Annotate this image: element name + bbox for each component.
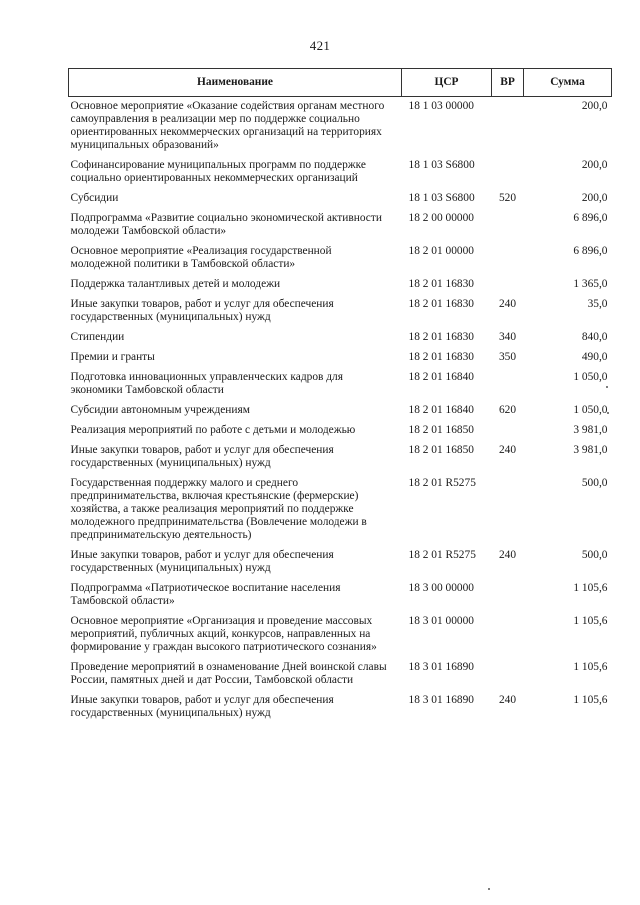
row-vr: 240 <box>498 694 517 706</box>
header-csr: ЦСР <box>402 69 492 97</box>
row-name: Подпрограмма «Патриотическое воспитание населения Тамбовской области» <box>70 582 341 607</box>
row-name: Иные закупки товаров, работ и услуг для обеспечения государственных (муниципальных) нужд <box>70 694 334 719</box>
header-vr: ВР <box>492 69 524 97</box>
row-sum: 6 896,0 <box>573 212 608 224</box>
row-csr: 18 3 01 00000 <box>408 615 474 627</box>
row-sum: 200,0 <box>581 100 608 112</box>
row-sum: 1 105,6 <box>573 582 608 594</box>
table-row <box>69 475 612 547</box>
row-csr: 18 1 03 S6800 <box>408 159 475 171</box>
row-csr: 18 3 00 00000 <box>408 582 474 594</box>
row-sum: 6 896,0 <box>573 245 608 257</box>
table-header-row <box>69 69 612 97</box>
row-csr: 18 2 00 00000 <box>408 212 474 224</box>
row-vr <box>492 422 524 442</box>
row-sum: 1 050,0 <box>573 404 608 416</box>
row-vr: 520 <box>498 192 517 204</box>
row-sum: 500,0 <box>581 477 608 489</box>
row-sum: 1 050,0 <box>573 371 608 383</box>
row-vr <box>492 475 524 547</box>
row-csr: 18 2 01 16830 <box>408 331 474 343</box>
table-row <box>69 580 612 613</box>
row-sum: 200,0 <box>581 192 608 204</box>
row-csr: 18 2 01 16850 <box>408 424 474 436</box>
row-csr: 18 3 01 16890 <box>408 661 474 673</box>
table-row <box>69 659 612 692</box>
row-csr: 18 2 01 00000 <box>408 245 474 257</box>
row-name: Основное мероприятие «Организация и проведение массовых мероприятий, публичных акций, конкурсов, направленных на формирование у граждан высокого патриотического сознания» <box>70 615 377 653</box>
row-csr: 18 2 01 16840 <box>408 404 474 416</box>
row-sum: 500,0 <box>581 549 608 561</box>
row-vr <box>492 369 524 402</box>
row-sum: 1 105,6 <box>573 615 608 627</box>
row-vr <box>492 276 524 296</box>
page-number: 421 <box>309 38 331 53</box>
row-sum: 3 981,0 <box>573 444 608 456</box>
row-csr: 18 2 01 16850 <box>408 444 474 456</box>
row-name: Подпрограмма «Развитие социально экономической активности молодежи Тамбовской области» <box>70 212 382 237</box>
table-row <box>69 613 612 659</box>
row-csr: 18 2 01 16830 <box>408 298 474 310</box>
row-name: Премии и гранты <box>70 351 155 363</box>
row-sum: 1 365,0 <box>573 278 608 290</box>
row-name: Поддержка талантливых детей и молодежи <box>70 278 281 290</box>
row-csr: 18 1 03 00000 <box>408 100 474 112</box>
row-csr: 18 2 01 R5275 <box>408 477 476 489</box>
row-vr: 240 <box>498 549 517 561</box>
row-name: Иные закупки товаров, работ и услуг для обеспечения государственных (муниципальных) нужд <box>70 298 334 323</box>
row-sum: 840,0 <box>581 331 608 343</box>
table-row <box>69 210 612 243</box>
row-name: Иные закупки товаров, работ и услуг для обеспечения государственных (муниципальных) нужд <box>70 549 334 574</box>
row-csr: 18 2 01 16840 <box>408 371 474 383</box>
scan-speck <box>488 888 490 890</box>
row-vr: 620 <box>498 404 517 416</box>
row-sum: 200,0 <box>581 159 608 171</box>
row-vr <box>492 580 524 613</box>
table-row <box>69 329 612 349</box>
table-row <box>69 402 612 422</box>
table-row <box>69 157 612 190</box>
row-vr: 240 <box>498 444 517 456</box>
row-vr <box>492 97 524 158</box>
row-vr <box>492 613 524 659</box>
row-vr <box>492 157 524 190</box>
header-sum: Сумма <box>524 69 612 97</box>
row-name: Реализация мероприятий по работе с детьми и молодежью <box>70 424 356 436</box>
budget-table <box>68 68 612 725</box>
row-name: Иные закупки товаров, работ и услуг для обеспечения государственных (муниципальных) нужд <box>70 444 334 469</box>
row-vr <box>492 243 524 276</box>
row-csr: 18 2 01 R5275 <box>408 549 476 561</box>
row-name: Софинансирование муниципальных программ по поддержке социально ориентированных некоммерческих организаций <box>70 159 366 184</box>
table-row <box>69 296 612 329</box>
row-sum: 1 105,6 <box>573 661 608 673</box>
table-row <box>69 276 612 296</box>
table-row <box>69 243 612 276</box>
row-name: Основное мероприятие «Оказание содействия органам местного самоуправления в реализации мер по поддержке социально ориентированных некоммерческих организаций на территориях муниципальных образований» <box>70 100 385 151</box>
row-sum: 35,0 <box>587 298 608 310</box>
table-row <box>69 349 612 369</box>
row-vr <box>492 659 524 692</box>
header-name: Наименование <box>69 69 402 97</box>
table-row <box>69 547 612 580</box>
row-name: Подготовка инновационных управленческих кадров для экономики Тамбовской области <box>70 371 343 396</box>
row-sum: 490,0 <box>581 351 608 363</box>
row-vr: 350 <box>498 351 517 363</box>
row-vr <box>492 210 524 243</box>
row-name: Стипендии <box>70 331 125 343</box>
row-sum: 1 105,6 <box>573 694 608 706</box>
row-name: Субсидии автономным учреждениям <box>70 404 250 416</box>
table-row <box>69 369 612 402</box>
row-vr: 340 <box>498 331 517 343</box>
table-row <box>69 692 612 725</box>
row-name: Субсидии <box>70 192 119 204</box>
row-csr: 18 2 01 16830 <box>408 278 474 290</box>
scan-speck <box>607 412 609 414</box>
row-csr: 18 1 03 S6800 <box>408 192 475 204</box>
row-csr: 18 2 01 16830 <box>408 351 474 363</box>
table-row <box>69 422 612 442</box>
row-name: Основное мероприятие «Реализация государственной молодежной политики в Тамбовской области» <box>70 245 332 270</box>
table-row <box>69 190 612 210</box>
table-row <box>69 442 612 475</box>
row-vr: 240 <box>498 298 517 310</box>
row-name: Проведение мероприятий в ознаменование Дней воинской славы России, памятных дней и дат России, Тамбовской области <box>70 661 387 686</box>
scan-speck <box>606 386 608 388</box>
row-csr: 18 3 01 16890 <box>408 694 474 706</box>
row-name: Государственная поддержку малого и среднего предпринимательства, включая крестьянские (фермерские) хозяйства, а также реализация мероприятий по поддержке молодежного предпринимательства (Вовлечение молодежи в предпринимательскую деятельность) <box>70 477 367 541</box>
table-row <box>69 97 612 158</box>
row-sum: 3 981,0 <box>573 424 608 436</box>
